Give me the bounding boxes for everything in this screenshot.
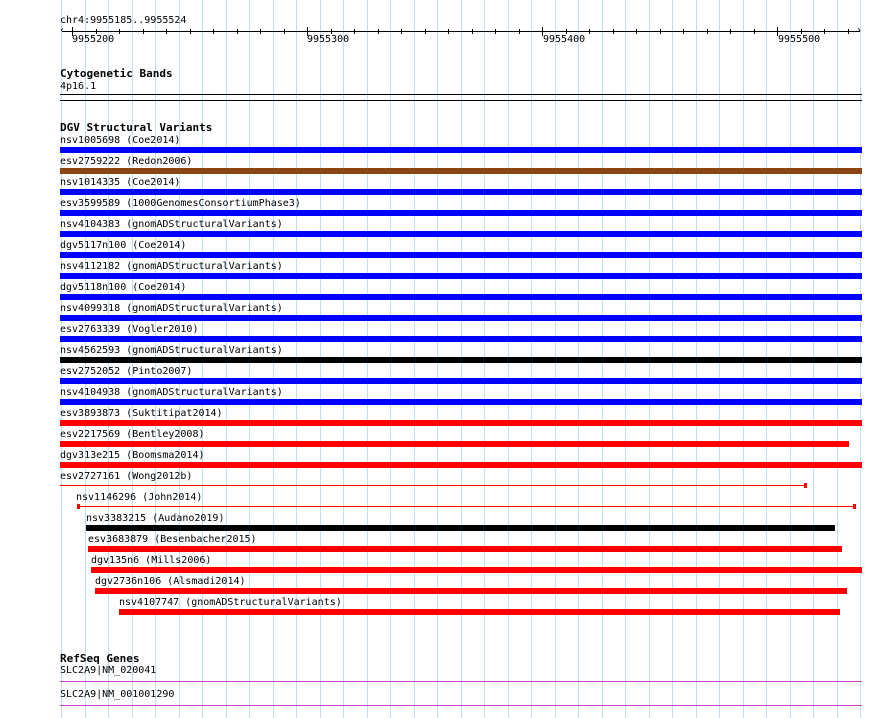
ruler-tick xyxy=(636,29,637,34)
dgv-feature-bar[interactable] xyxy=(88,546,842,552)
dgv-feature-label[interactable]: nsv4562593 (gnomADStructuralVariants) xyxy=(60,345,283,356)
dgv-feature-label[interactable]: nsv4112182 (gnomADStructuralVariants) xyxy=(60,261,283,272)
dgv-feature-end-cap xyxy=(853,504,856,509)
dgv-feature-bar[interactable] xyxy=(60,273,862,279)
cytoband-bar-top xyxy=(60,94,862,95)
dgv-feature-label[interactable]: dgv135n6 (Mills2006) xyxy=(91,555,212,566)
dgv-feature-bar[interactable] xyxy=(60,210,862,216)
dgv-feature-bar[interactable] xyxy=(60,252,862,258)
dgv-feature-label[interactable]: dgv5118n100 (Coe2014) xyxy=(60,282,187,293)
dgv-feature-bar[interactable] xyxy=(60,168,862,174)
dgv-feature-bar[interactable] xyxy=(119,609,840,615)
dgv-feature-bar[interactable] xyxy=(78,506,855,507)
dgv-feature-bar[interactable] xyxy=(60,189,862,195)
refseq-gene-label[interactable]: SLC2A9|NM_001001290 xyxy=(60,689,175,700)
ruler-left-arrow-icon: ‹ xyxy=(59,25,66,36)
dgv-feature-bar[interactable] xyxy=(86,525,835,531)
ruler-tick xyxy=(378,29,379,34)
dgv-feature-bar[interactable] xyxy=(60,294,862,300)
ruler-tick xyxy=(448,29,449,34)
ruler-axis xyxy=(62,31,860,32)
dgv-feature-label[interactable]: esv3683879 (Besenbacher2015) xyxy=(88,534,257,545)
ruler-label: 9955400 xyxy=(543,34,586,45)
ruler-tick xyxy=(660,29,661,34)
ruler-label: 9955200 xyxy=(72,34,115,45)
ruler-tick xyxy=(730,29,731,34)
dgv-feature-label[interactable]: nsv4099318 (gnomADStructuralVariants) xyxy=(60,303,283,314)
ruler-tick xyxy=(472,29,473,34)
dgv-feature-label[interactable]: esv3599589 (1000GenomesConsortiumPhase3) xyxy=(60,198,301,209)
dgv-feature-bar[interactable] xyxy=(60,399,862,405)
dgv-feature-start-cap xyxy=(77,504,80,509)
dgv-track-title[interactable]: DGV Structural Variants xyxy=(60,121,213,134)
ruler-tick xyxy=(495,29,496,34)
dgv-feature-bar[interactable] xyxy=(95,588,847,594)
dgv-feature-bar[interactable] xyxy=(60,231,862,237)
ruler-right-arrow-icon: › xyxy=(856,25,863,36)
dgv-feature-label[interactable]: nsv4104938 (gnomADStructuralVariants) xyxy=(60,387,283,398)
ruler-tick xyxy=(754,29,755,34)
dgv-feature-label[interactable]: dgv2736n106 (Alsmadi2014) xyxy=(95,576,246,587)
cytoband-label: 4p16.1 xyxy=(60,81,97,92)
dgv-feature-bar[interactable] xyxy=(60,147,862,153)
dgv-feature-bar[interactable] xyxy=(91,567,862,573)
ruler-tick xyxy=(848,29,849,34)
ruler-tick xyxy=(425,29,426,34)
ruler-label: 9955500 xyxy=(778,34,821,45)
dgv-feature-label[interactable]: nsv3383215 (Audano2019) xyxy=(86,513,225,524)
dgv-feature-bar[interactable] xyxy=(60,420,862,426)
ruler-tick xyxy=(284,29,285,34)
dgv-feature-end-cap xyxy=(804,483,807,488)
dgv-feature-label[interactable]: nsv1005698 (Coe2014) xyxy=(60,135,181,146)
dgv-feature-label[interactable]: esv3893873 (Suktitipat2014) xyxy=(60,408,223,419)
ruler-tick xyxy=(683,29,684,34)
ruler-tick xyxy=(401,29,402,34)
ruler-tick xyxy=(213,29,214,34)
ruler-tick xyxy=(166,29,167,34)
cytoband-track-title[interactable]: Cytogenetic Bands xyxy=(60,67,173,80)
dgv-feature-label[interactable]: nsv4107747 (gnomADStructuralVariants) xyxy=(119,597,342,608)
location-label: chr4:9955185..9955524 xyxy=(60,15,187,26)
dgv-feature-bar[interactable] xyxy=(60,462,862,468)
ruler-tick xyxy=(707,29,708,34)
dgv-feature-bar[interactable] xyxy=(60,336,862,342)
dgv-feature-label[interactable]: nsv1146296 (John2014) xyxy=(76,492,203,503)
ruler-tick xyxy=(354,29,355,34)
ruler-tick xyxy=(519,29,520,34)
refseq-gene-line[interactable] xyxy=(60,681,862,682)
ruler-tick xyxy=(190,29,191,34)
dgv-feature-label[interactable]: dgv313e215 (Boomsma2014) xyxy=(60,450,205,461)
ruler-label: 9955300 xyxy=(307,34,350,45)
ruler-tick xyxy=(260,29,261,34)
refseq-gene-line[interactable] xyxy=(60,705,862,706)
ruler-tick xyxy=(119,29,120,34)
dgv-feature-bar[interactable] xyxy=(60,315,862,321)
ruler-tick xyxy=(237,29,238,34)
dgv-feature-bar[interactable] xyxy=(60,357,862,363)
refseq-track-title[interactable]: RefSeq Genes xyxy=(60,652,140,665)
dgv-feature-label[interactable]: esv2763339 (Vogler2010) xyxy=(60,324,199,335)
dgv-feature-label[interactable]: esv2759222 (Redon2006) xyxy=(60,156,193,167)
refseq-gene-label[interactable]: SLC2A9|NM_020041 xyxy=(60,665,157,676)
dgv-feature-bar[interactable] xyxy=(60,441,849,447)
dgv-feature-label[interactable]: nsv1014335 (Coe2014) xyxy=(60,177,181,188)
cytoband-bar-bottom xyxy=(60,100,862,101)
dgv-feature-label[interactable]: esv2727161 (Wong2012b) xyxy=(60,471,193,482)
ruler-tick xyxy=(589,29,590,34)
ruler-tick xyxy=(613,29,614,34)
dgv-feature-label[interactable]: nsv4104383 (gnomADStructuralVariants) xyxy=(60,219,283,230)
dgv-feature-bar[interactable] xyxy=(60,378,862,384)
dgv-feature-label[interactable]: dgv5117n100 (Coe2014) xyxy=(60,240,187,251)
dgv-feature-bar[interactable] xyxy=(60,485,806,486)
ruler-tick xyxy=(143,29,144,34)
dgv-feature-label[interactable]: esv2217569 (Bentley2008) xyxy=(60,429,205,440)
dgv-feature-label[interactable]: esv2752052 (Pinto2007) xyxy=(60,366,193,377)
ruler-tick xyxy=(824,29,825,34)
